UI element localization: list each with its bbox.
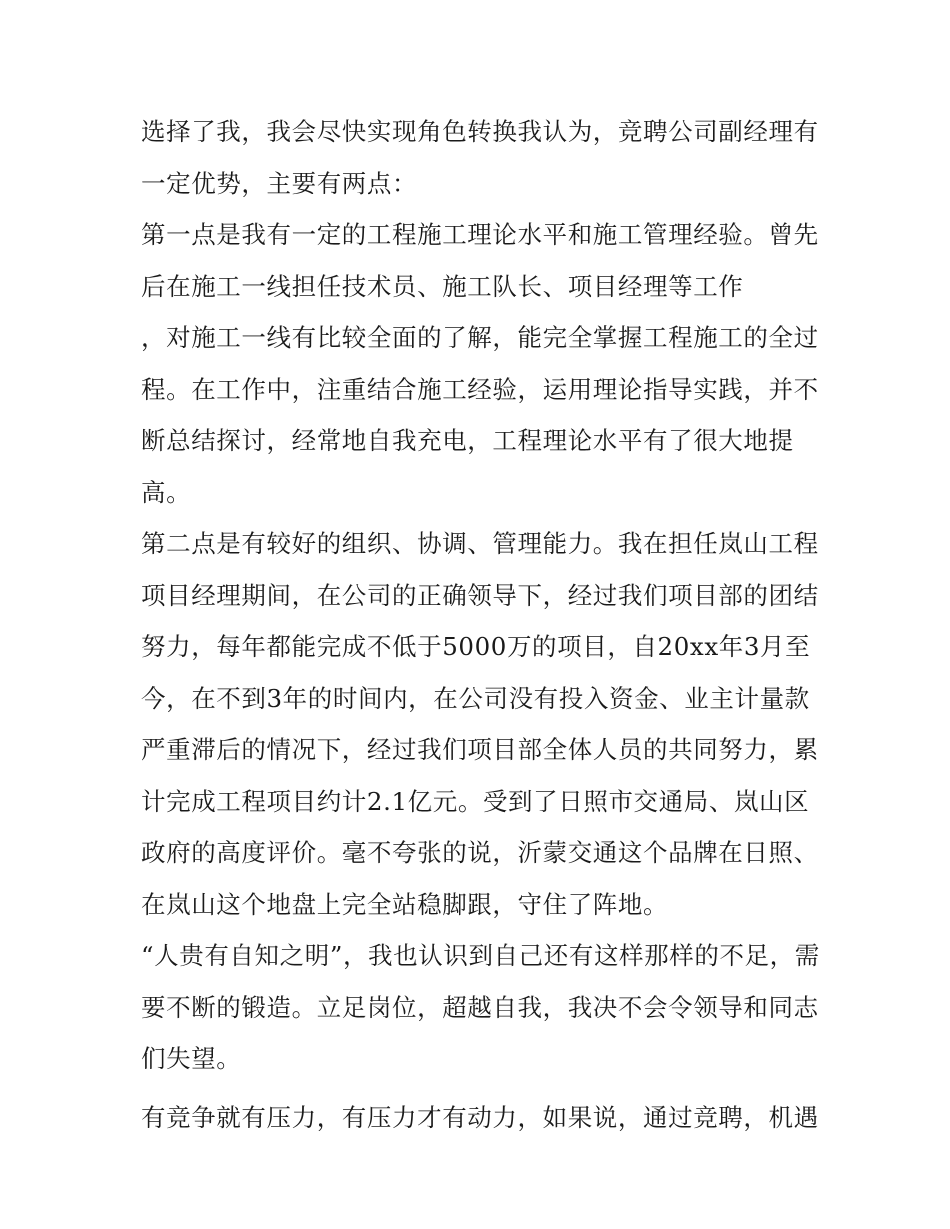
text-line: 在岚山这个地盘上完全站稳脚跟，守住了阵地。 [141, 889, 669, 919]
text-line: 断总结探讨，经常地自我充电，工程理论水平有了很大地提 [141, 426, 794, 455]
text-line: 有竞争就有压力，有压力才有动力，如果说，通过竞聘，机遇 [141, 1102, 819, 1132]
text-line: 们失望。 [141, 1044, 242, 1073]
text-line: 严重滞后的情况下，经过我们项目部全体人员的共同努力，累 [141, 735, 819, 764]
text-line: 后在施工一线担任技术员、施工队长、项目经理等工作 [141, 271, 744, 301]
text-line: 第一点是我有一定的工程施工理论水平和施工管理经验。曾先 [141, 220, 819, 249]
text-line: 高。 [141, 477, 192, 507]
text-line: 计完成工程项目约计2.1亿元。受到了日照市交通局、岚山区 [141, 786, 810, 816]
text-line: 努力，每年都能完成不低于5000万的项目，自20xx年3月至 [141, 632, 811, 661]
text-line: 今，在不到3年的时间内，在公司没有投入资金、业主计量款 [141, 683, 810, 713]
text-line: 项目经理期间，在公司的正确领导下，经过我们项目部的团结 [141, 580, 819, 610]
text-line: 第二点是有较好的组织、协调、管理能力。我在担任岚山工程 [141, 529, 819, 558]
text-line: 一定优势，主要有两点： [141, 168, 418, 198]
paragraph-gap [141, 1085, 816, 1092]
text-line: 程。在工作中，注重结合施工经验，运用理论指导实践，并不 [141, 374, 819, 404]
text-line: 要不断的锻造。立足岗位，超越自我，我决不会令领导和同志 [141, 992, 819, 1022]
text-line: 政府的高度评价。毫不夸张的说，沂蒙交通这个品牌在日照、 [141, 838, 819, 867]
document-body [141, 106, 820, 1143]
text-line: 选择了我，我会尽快实现角色转换我认为，竞聘公司副经理有 [141, 117, 819, 146]
text-line: “人贵有自知之明”，我也认识到自己还有这样那样的不足，需 [141, 941, 820, 970]
text-line: ，对施工一线有比较全面的了解，能完全掌握工程施工的全过 [141, 323, 819, 352]
